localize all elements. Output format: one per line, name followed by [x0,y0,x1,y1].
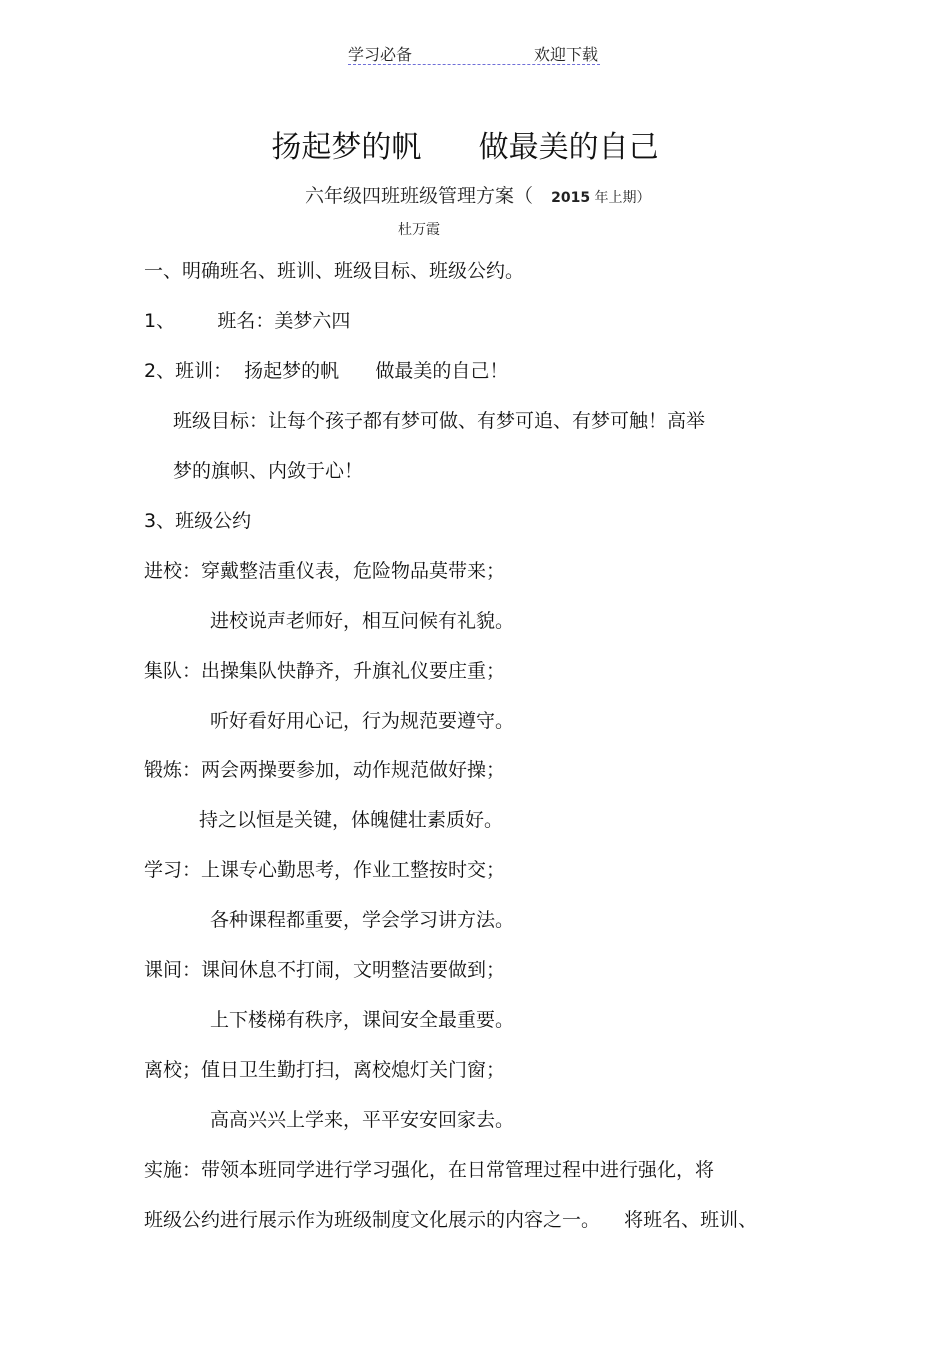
paragraph-line: 实施：带领本班同学进行学习强化，在日常管理过程中进行强化，将 [144,1159,715,1181]
paragraph-line: 各种课程都重要，学会学习讲方法。 [210,909,515,931]
paragraph-line: 高高兴兴上学来，平平安安回家去。 [210,1109,515,1131]
author-name: 杜万霞 [398,222,440,238]
document-title: 扬起梦的帆 做最美的自己 [271,130,659,165]
subtitle-suffix: 年上期） [590,190,651,206]
paragraph-line: 上下楼梯有秩序，课间安全最重要。 [210,1009,515,1031]
paragraph-line: 1、 班名：美梦六四 [144,310,351,332]
paragraph-line: 3、班级公约 [144,510,252,532]
paragraph-line: 持之以恒是关键，体魄健壮素质好。 [199,809,504,831]
paragraph-line: 学习：上课专心勤思考，作业工整按时交； [144,859,506,881]
header-left-text: 学习必备 [348,45,413,64]
paragraph-line: 班级目标：让每个孩子都有梦可做、有梦可追、有梦可触！高举 [173,410,706,432]
document-subtitle [305,181,651,208]
page-header [348,40,600,65]
subtitle-main: 六年级四班班级管理方案（ [305,185,552,207]
paragraph-line: 锻炼：两会两操要参加，动作规范做好操； [144,759,506,781]
paragraph-line: 2、班训： 扬起梦的帆 做最美的自己！ [144,360,509,382]
paragraph-line: 离校；值日卫生勤打扫，离校熄灯关门窗； [144,1059,506,1081]
paragraph-line: 进校：穿戴整洁重仪表，危险物品莫带来； [144,560,506,582]
paragraph-line: 课间：课间休息不打闹，文明整洁要做到； [144,959,506,981]
paragraph-line: 梦的旗帜、内敛于心！ [173,460,364,482]
paragraph-line: 听好看好用心记，行为规范要遵守。 [210,710,515,732]
paragraph-line: 集队：出操集队快静齐，升旗礼仪要庄重； [144,660,506,682]
section-heading: 一、明确班名、班训、班级目标、班级公约。 [144,260,525,282]
paragraph-line: 班级公约进行展示作为班级制度文化展示的内容之一。 将班名、班训、 [144,1209,758,1231]
header-right-text: 欢迎下载 [533,45,598,64]
paragraph-line: 进校说声老师好，相互问候有礼貌。 [210,610,515,632]
subtitle-year: 2015 [551,190,591,206]
